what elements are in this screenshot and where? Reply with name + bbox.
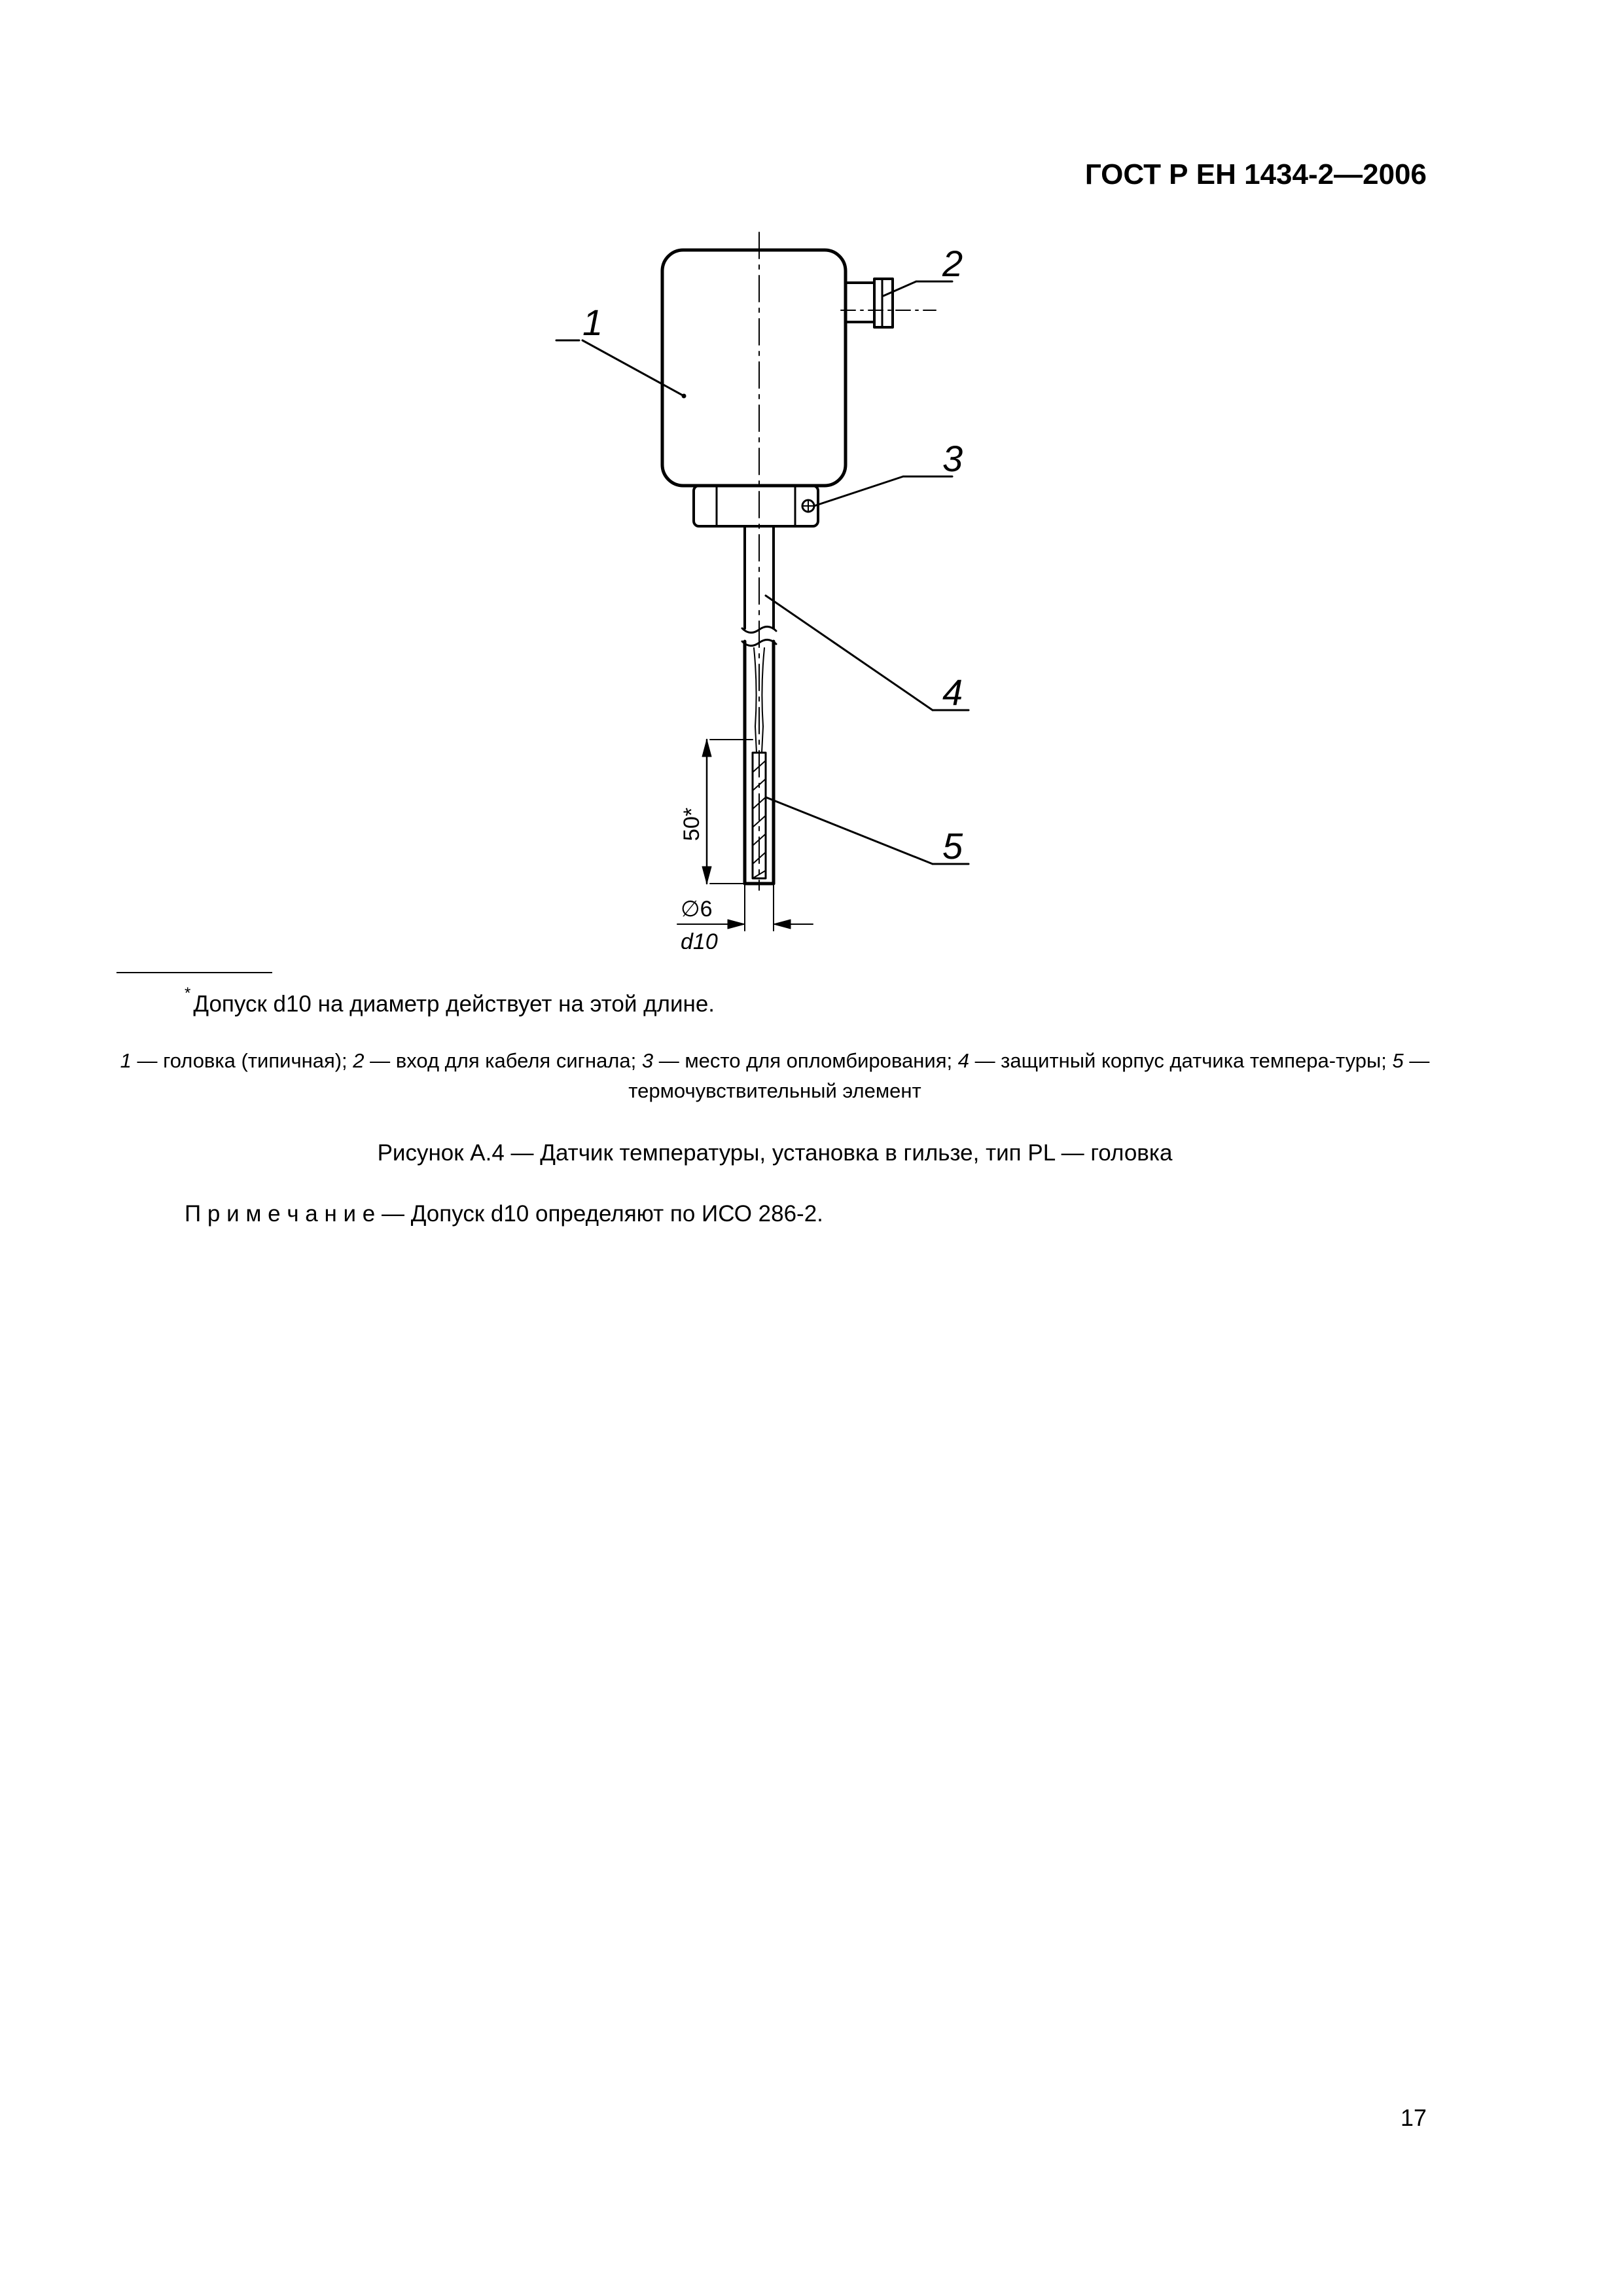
legend-num-1: 1 xyxy=(120,1049,132,1072)
note-label: П р и м е ч а н и е xyxy=(185,1201,376,1227)
page-number: 17 xyxy=(1400,2104,1427,2131)
callout-5: 5 xyxy=(942,825,963,867)
legend-text-5: — термочувствительный элемент xyxy=(628,1049,1430,1102)
hex-nut xyxy=(694,486,818,526)
legend-text-3: — место для опломбирования; xyxy=(653,1049,958,1072)
footnote-marker: * xyxy=(185,984,191,1002)
footnote-rule xyxy=(116,972,272,973)
footnote xyxy=(185,984,715,1018)
legend-text-2: — вход для кабеля сигнала; xyxy=(364,1049,642,1072)
sensor-drawing xyxy=(550,229,1008,949)
legend-num-3: 3 xyxy=(641,1049,654,1072)
callout-4: 4 xyxy=(942,672,963,713)
legend-text-1: — головка (типичная); xyxy=(131,1049,353,1072)
cable-gland xyxy=(846,283,874,322)
figure-legend xyxy=(116,1046,1433,1106)
legend-num-4: 4 xyxy=(957,1049,969,1072)
callout-2: 2 xyxy=(942,243,963,284)
note xyxy=(185,1201,823,1227)
dimension-length-label: 50* xyxy=(679,807,704,841)
note-text: — Допуск d10 определяют по ИСО 286-2. xyxy=(375,1201,823,1227)
callout-3: 3 xyxy=(942,438,963,479)
figure-caption: Рисунок А.4 — Датчик температуры, установка в гильзе, тип PL — головка xyxy=(377,1140,1173,1166)
legend-num-2: 2 xyxy=(353,1049,365,1072)
dimension-diameter-label: ∅6 xyxy=(681,897,713,922)
dimension-tolerance-label: d10 xyxy=(681,929,718,949)
callout-1: 1 xyxy=(582,302,603,343)
standard-code: ГОСТ Р ЕН 1434-2—2006 xyxy=(1084,158,1427,190)
sensor-head xyxy=(662,250,846,486)
legend-num-5: 5 xyxy=(1392,1049,1404,1072)
footnote-text: Допуск d10 на диаметр действует на этой длине. xyxy=(193,991,715,1017)
legend-text-4: — защитный корпус датчика темпера-туры; xyxy=(969,1049,1393,1072)
cable-gland-nut xyxy=(874,279,893,327)
